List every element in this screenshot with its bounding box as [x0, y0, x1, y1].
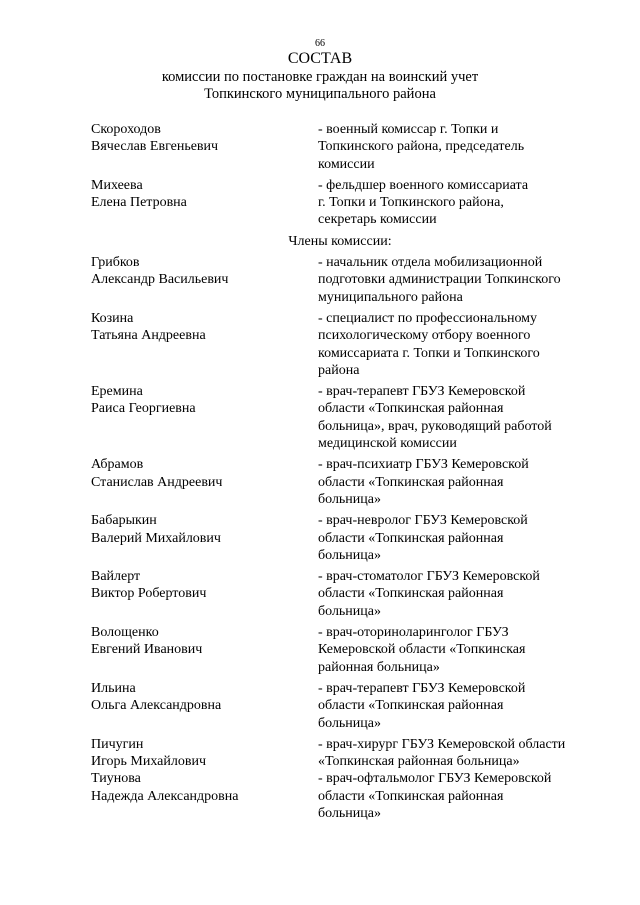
page-number: 66: [315, 38, 325, 49]
person-role-line: больница»: [318, 603, 381, 619]
person-role-line: Топкинского района, председатель: [318, 139, 525, 155]
person-role-line: больница»: [318, 491, 381, 507]
person-role: [318, 624, 598, 676]
person-role: [318, 177, 598, 229]
person-role-line: муниципального района: [318, 289, 463, 305]
person-name: [91, 624, 306, 659]
person-role-line: - врач-психиатр ГБУЗ Кемеровской: [318, 457, 529, 473]
person-name-line: Ильина: [91, 680, 136, 696]
person-name-line: Бабарыкин: [91, 513, 157, 529]
person-role-line: психологическому отбору военного: [318, 328, 531, 344]
person-role: [318, 736, 598, 771]
person-name-line: Александр Васильевич: [91, 272, 229, 288]
person-name-line: Михеева: [91, 177, 143, 193]
person-role: [318, 456, 598, 508]
commission-entry: [0, 512, 640, 564]
commission-entry: [0, 177, 640, 229]
person-role-line: - врач-терапевт ГБУЗ Кемеровской: [318, 384, 526, 400]
person-role-line: - врач-оториноларинголог ГБУЗ: [318, 625, 509, 641]
person-name: [91, 736, 306, 771]
person-role-line: - врач-терапевт ГБУЗ Кемеровской: [318, 680, 526, 696]
person-name: [91, 456, 306, 491]
person-name-line: Раиса Георгиевна: [91, 401, 196, 417]
person-name-line: Валерий Михайлович: [91, 530, 221, 546]
person-role-line: - врач-офтальмолог ГБУЗ Кемеровской: [318, 771, 552, 787]
person-name-line: Станислав Андреевич: [91, 474, 223, 490]
person-name: [91, 383, 306, 418]
person-name: [91, 254, 306, 289]
person-name-line: Игорь Михайлович: [91, 754, 206, 770]
person-name: [91, 512, 306, 547]
person-role-line: медицинской комиссии: [318, 436, 457, 452]
members-heading: [0, 233, 640, 250]
person-name-line: Вайлерт: [91, 569, 141, 585]
commission-entry: [0, 310, 640, 379]
person-role-line: больница»: [318, 547, 381, 563]
person-role-line: районная больница»: [318, 659, 440, 675]
commission-entry: [0, 568, 640, 620]
person-role-line: - начальник отдела мобилизационной: [318, 255, 543, 271]
person-name: [91, 568, 306, 603]
commission-entry: [0, 254, 640, 306]
person-name-line: Грибков: [91, 255, 140, 271]
document-title: СОСТАВ: [287, 50, 353, 67]
commission-entry: [0, 736, 640, 771]
person-role: [318, 568, 598, 620]
person-role: [318, 770, 598, 822]
person-name-line: Елена Петровна: [91, 195, 187, 211]
person-role: [318, 310, 598, 379]
person-role: [318, 121, 598, 173]
person-role-line: - врач-стоматолог ГБУЗ Кемеровской: [318, 569, 540, 585]
person-role-line: области «Топкинская районная: [318, 474, 504, 490]
person-role-line: - фельдшер военного комиссариата: [318, 177, 529, 193]
person-role-line: - специалист по профессиональному: [318, 310, 538, 326]
person-name: [91, 310, 306, 345]
person-role-line: области «Топкинская районная: [318, 788, 504, 804]
person-role-line: - военный комиссар г. Топки и: [318, 122, 499, 137]
person-role: [318, 512, 598, 564]
document-subtitle-line-1: комиссии по постановке граждан на воинский учет: [161, 69, 479, 85]
person-name: [91, 770, 306, 805]
commission-entry: [0, 121, 640, 173]
person-role-line: Кемеровской области «Топкинская: [318, 642, 526, 658]
person-name-line: Пичугин: [91, 736, 144, 752]
person-role-line: комиссариата г. Топки и Топкинского: [318, 345, 540, 361]
person-name-line: Вячеслав Евгеньевич: [91, 139, 219, 155]
person-name-line: Евгений Иванович: [91, 642, 203, 658]
document-subtitle-line-2: Топкинского муниципального района: [204, 86, 436, 102]
person-role-line: района: [318, 362, 360, 378]
leaders-block: [0, 121, 640, 233]
person-role-line: комиссии: [318, 156, 375, 172]
commission-entry: [0, 770, 640, 822]
person-name-line: Абрамов: [91, 457, 144, 473]
commission-entry: [0, 383, 640, 452]
person-name-line: Тиунова: [91, 771, 141, 787]
person-role-line: области «Топкинская районная: [318, 530, 504, 546]
members-block: [0, 254, 640, 826]
person-role-line: больница»: [318, 715, 381, 731]
person-role-line: г. Топки и Топкинского района,: [318, 195, 504, 211]
commission-entry: [0, 624, 640, 676]
person-role: [318, 680, 598, 732]
person-name-line: Надежда Александровна: [91, 788, 239, 804]
person-name: [91, 177, 306, 212]
person-role-line: области «Топкинская районная: [318, 586, 504, 602]
person-name-line: Татьяна Андреевна: [91, 328, 206, 344]
person-role: [318, 254, 598, 306]
person-role-line: больница»: [318, 805, 381, 821]
person-role-line: «Топкинская районная больница»: [318, 754, 520, 770]
commission-list: [0, 121, 640, 826]
person-name-line: Скороходов: [91, 122, 161, 137]
person-role-line: секретарь комиссии: [318, 212, 437, 228]
commission-entry: [0, 680, 640, 732]
commission-entry: [0, 456, 640, 508]
person-role-line: больница», врач, руководящий работой: [318, 418, 552, 434]
person-name-line: Волощенко: [91, 625, 159, 641]
person-role-line: - врач-хирург ГБУЗ Кемеровской области: [318, 736, 566, 752]
person-name-line: Еремина: [91, 384, 143, 400]
person-role-line: подготовки администрации Топкинского: [318, 272, 561, 288]
person-name-line: Козина: [91, 310, 134, 326]
person-name-line: Ольга Александровна: [91, 698, 222, 714]
spacer: [0, 822, 640, 826]
members-heading-text: Члены комиссии:: [288, 233, 392, 249]
person-role-line: области «Топкинская районная: [318, 401, 504, 417]
person-name: [91, 121, 306, 156]
person-role: [318, 383, 598, 452]
person-role-line: области «Топкинская районная: [318, 698, 504, 714]
person-role-line: - врач-невролог ГБУЗ Кемеровской: [318, 513, 528, 529]
person-name: [91, 680, 306, 715]
person-name-line: Виктор Робертович: [91, 586, 207, 602]
